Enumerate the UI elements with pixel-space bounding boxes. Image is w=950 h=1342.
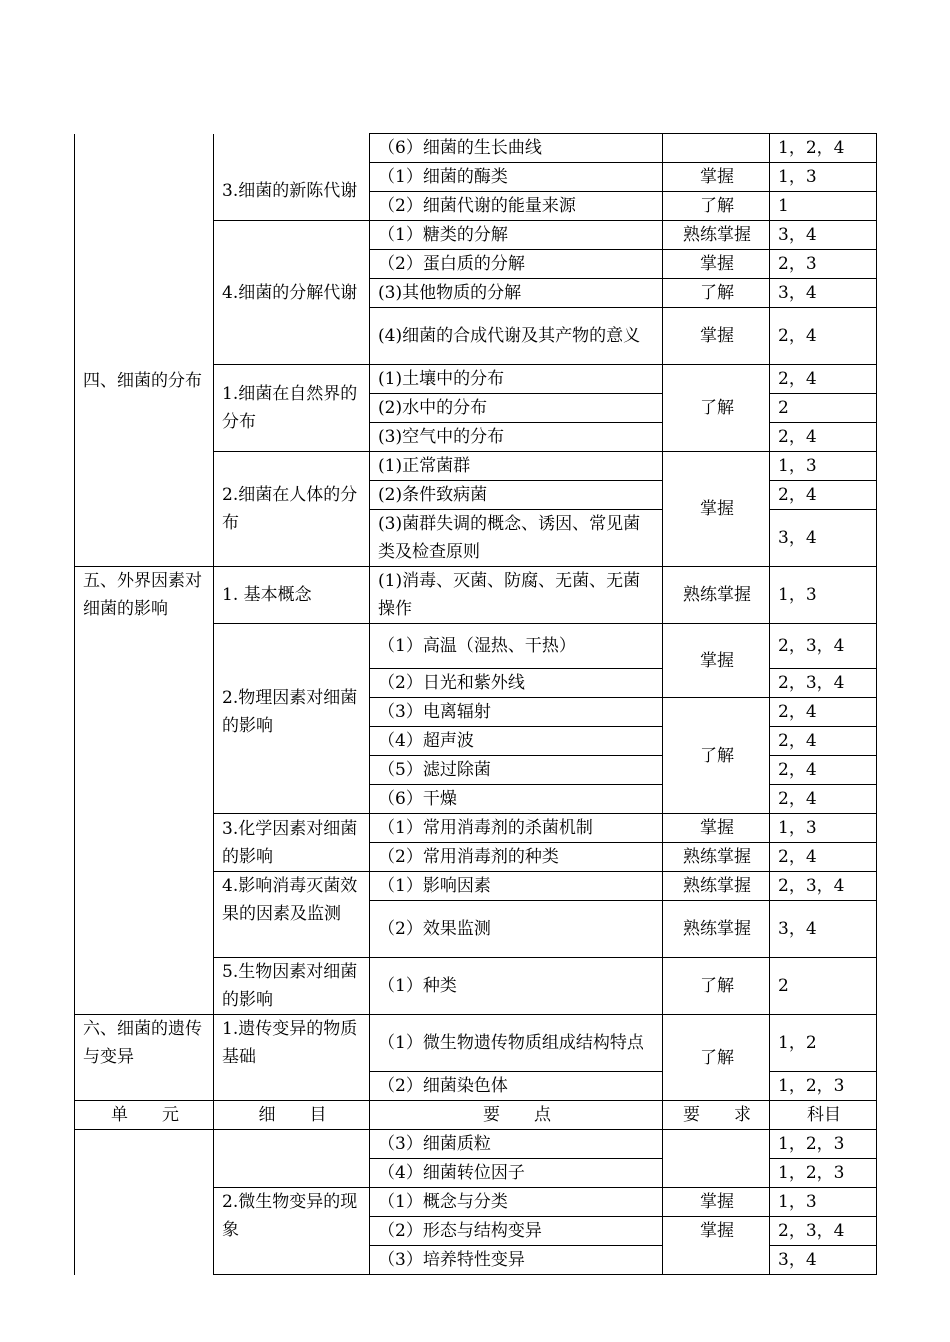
unit-cell: 五、外界因素对细菌的影响 — [75, 567, 214, 1015]
point-cell: （1）糖类的分解 — [370, 221, 663, 250]
requirement-cell: 掌握 — [663, 1217, 770, 1275]
point-cell: (3)空气中的分布 — [370, 423, 663, 452]
requirement-cell: 掌握 — [663, 814, 770, 843]
point-cell: （5）滤过除菌 — [370, 756, 663, 785]
table-row — [75, 134, 877, 163]
detail-cell: 3.化学因素对细菌的影响 — [214, 814, 370, 872]
table-row — [75, 1130, 877, 1159]
subject-cell: 2，4 — [770, 698, 877, 727]
subject-cell: 1，3 — [770, 452, 877, 481]
detail-cell: 4.细菌的分解代谢 — [214, 221, 370, 365]
point-cell: (3)其他物质的分解 — [370, 279, 663, 308]
requirement-cell: 了解 — [663, 698, 770, 814]
detail-cell: 2.细菌在人体的分布 — [214, 452, 370, 567]
point-cell: (1)消毒、灭菌、防腐、无菌、无菌操作 — [370, 567, 663, 624]
subject-cell: 1，2，4 — [770, 134, 877, 163]
subject-cell: 2，3，4 — [770, 669, 877, 698]
detail-cell: 5.生物因素对细菌的影响 — [214, 958, 370, 1015]
subject-cell: 2，4 — [770, 481, 877, 510]
table-row — [75, 365, 877, 394]
point-cell: (3)菌群失调的概念、诱因、常见菌类及检查原则 — [370, 510, 663, 567]
unit-cell: 六、细菌的遗传与变异 — [75, 1015, 214, 1101]
requirement-cell: 熟练掌握 — [663, 567, 770, 624]
subject-cell: 2，4 — [770, 843, 877, 872]
requirement-cell: 了解 — [663, 365, 770, 452]
subject-cell: 2 — [770, 958, 877, 1015]
point-cell: （2）常用消毒剂的种类 — [370, 843, 663, 872]
requirement-cell: 掌握 — [663, 308, 770, 365]
point-cell: （2）日光和紫外线 — [370, 669, 663, 698]
point-cell: (4)细菌的合成代谢及其产物的意义 — [370, 308, 663, 365]
requirement-cell: 了解 — [663, 279, 770, 308]
subject-cell: 2 — [770, 394, 877, 423]
point-cell: （1）影响因素 — [370, 872, 663, 901]
subject-cell: 3，4 — [770, 279, 877, 308]
requirement-cell: 了解 — [663, 958, 770, 1015]
subject-cell: 1，3 — [770, 814, 877, 843]
subject-cell: 1，2，3 — [770, 1130, 877, 1159]
subject-cell: 1，2 — [770, 1015, 877, 1072]
point-cell: （2）效果监测 — [370, 901, 663, 958]
subject-cell: 1，2，3 — [770, 1072, 877, 1101]
point-cell: （1）微生物遗传物质组成结构特点 — [370, 1015, 663, 1072]
requirement-cell: 掌握 — [663, 250, 770, 279]
subject-cell: 1 — [770, 192, 877, 221]
point-cell: （4）超声波 — [370, 727, 663, 756]
requirement-cell: 掌握 — [663, 624, 770, 698]
detail-cell: 4.影响消毒灭菌效果的因素及监测 — [214, 872, 370, 958]
detail-cell: 1.遗传变异的物质基础 — [214, 1015, 370, 1101]
subject-cell: 2，4 — [770, 785, 877, 814]
table-row — [75, 1015, 877, 1072]
point-cell: （4）细菌转位因子 — [370, 1159, 663, 1188]
point-cell: (2)条件致病菌 — [370, 481, 663, 510]
point-cell: （1）高温（湿热、干热） — [370, 624, 663, 669]
requirement-cell: 熟练掌握 — [663, 901, 770, 958]
requirement-cell: 熟练掌握 — [663, 872, 770, 901]
unit-cell: 四、细菌的分布 — [75, 365, 214, 567]
detail-cell: 2.微生物变异的现象 — [214, 1188, 370, 1275]
requirement-cell: 了解 — [663, 1015, 770, 1101]
syllabus-table — [74, 133, 877, 1275]
subject-cell: 3，4 — [770, 1246, 877, 1275]
point-cell: (1)正常菌群 — [370, 452, 663, 481]
subject-cell: 1，3 — [770, 567, 877, 624]
table-header-row — [75, 1101, 877, 1130]
subject-cell: 2，3，4 — [770, 624, 877, 669]
point-cell: （3）培养特性变异 — [370, 1246, 663, 1275]
requirement-cell — [663, 134, 770, 163]
detail-cell: 2.物理因素对细菌的影响 — [214, 624, 370, 814]
point-cell: （3）细菌质粒 — [370, 1130, 663, 1159]
subject-cell: 2，3 — [770, 250, 877, 279]
detail-cell — [214, 134, 370, 163]
point-cell: （2）形态与结构变异 — [370, 1217, 663, 1246]
requirement-cell: 掌握 — [663, 1188, 770, 1217]
detail-cell — [214, 1130, 370, 1188]
header-subject: 科目 — [770, 1101, 877, 1130]
requirement-cell — [663, 1130, 770, 1188]
point-cell: （6）细菌的生长曲线 — [370, 134, 663, 163]
detail-cell: 3.细菌的新陈代谢 — [214, 163, 370, 221]
point-cell: （2）细菌染色体 — [370, 1072, 663, 1101]
table-row — [75, 567, 877, 624]
requirement-cell: 掌握 — [663, 163, 770, 192]
point-cell: （6）干燥 — [370, 785, 663, 814]
subject-cell: 2，4 — [770, 756, 877, 785]
point-cell: (2)水中的分布 — [370, 394, 663, 423]
point-cell: （2）细菌代谢的能量来源 — [370, 192, 663, 221]
subject-cell: 2，4 — [770, 727, 877, 756]
subject-cell: 1，3 — [770, 163, 877, 192]
detail-cell: 1.细菌在自然界的分布 — [214, 365, 370, 452]
subject-cell: 1，2，3 — [770, 1159, 877, 1188]
subject-cell: 2，4 — [770, 365, 877, 394]
requirement-cell: 熟练掌握 — [663, 843, 770, 872]
point-cell: (1)土壤中的分布 — [370, 365, 663, 394]
point-cell: （1）概念与分类 — [370, 1188, 663, 1217]
requirement-cell: 熟练掌握 — [663, 221, 770, 250]
point-cell: （1）常用消毒剂的杀菌机制 — [370, 814, 663, 843]
unit-cell — [75, 134, 214, 365]
subject-cell: 2，4 — [770, 423, 877, 452]
subject-cell: 2，3，4 — [770, 1217, 877, 1246]
unit-cell — [75, 1130, 214, 1275]
header-requirement: 要 求 — [663, 1101, 770, 1130]
subject-cell: 2，3，4 — [770, 872, 877, 901]
subject-cell: 3，4 — [770, 221, 877, 250]
header-point: 要 点 — [370, 1101, 663, 1130]
subject-cell: 3，4 — [770, 510, 877, 567]
requirement-cell: 掌握 — [663, 452, 770, 567]
point-cell: （3）电离辐射 — [370, 698, 663, 727]
detail-cell: 1. 基本概念 — [214, 567, 370, 624]
subject-cell: 1，3 — [770, 1188, 877, 1217]
header-detail: 细 目 — [214, 1101, 370, 1130]
subject-cell: 3，4 — [770, 901, 877, 958]
requirement-cell: 了解 — [663, 192, 770, 221]
point-cell: （1）细菌的酶类 — [370, 163, 663, 192]
point-cell: （1）种类 — [370, 958, 663, 1015]
subject-cell: 2，4 — [770, 308, 877, 365]
point-cell: （2）蛋白质的分解 — [370, 250, 663, 279]
header-unit: 单 元 — [75, 1101, 214, 1130]
